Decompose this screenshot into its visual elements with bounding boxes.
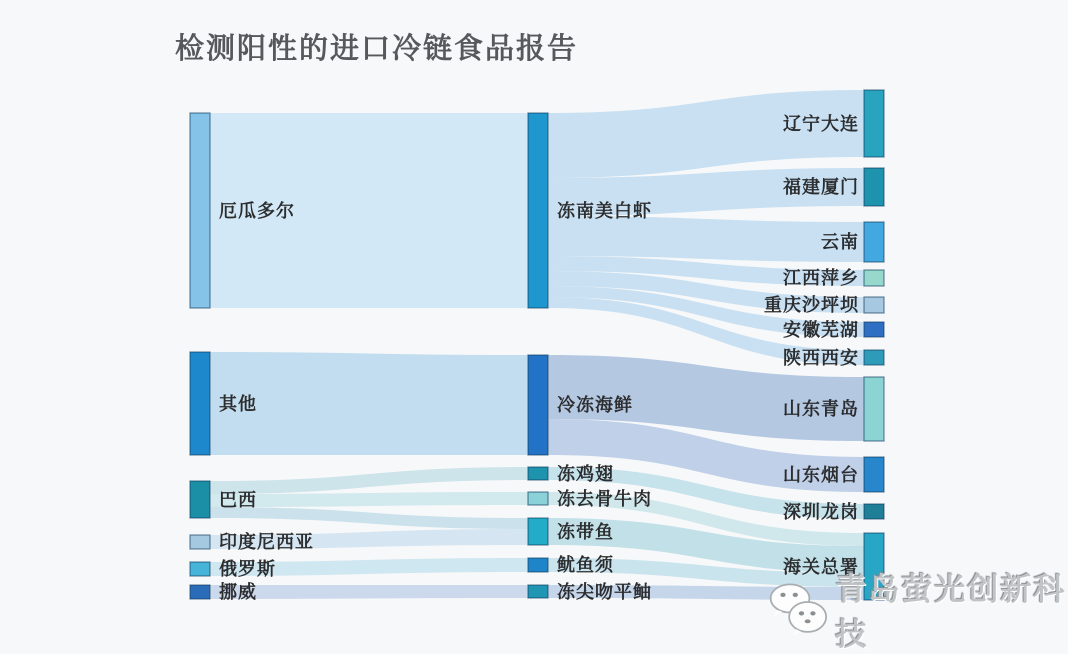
node-shapingba xyxy=(864,297,884,313)
node-label-redfish: 冻尖吻平鲉 xyxy=(557,581,652,602)
node-label-russia: 俄罗斯 xyxy=(219,559,276,579)
node-label-other: 其他 xyxy=(219,393,257,414)
node-label-xian: 陕西西安 xyxy=(783,347,859,368)
node-label-ecuador: 厄瓜多尔 xyxy=(219,200,295,221)
node-longgang xyxy=(864,504,884,519)
node-label-pingxiang: 江西萍乡 xyxy=(783,268,859,288)
node-norway xyxy=(190,585,210,599)
node-label-squid: 鱿鱼须 xyxy=(557,555,614,575)
node-redfish xyxy=(528,585,548,598)
flow-brazil-chicken_wing xyxy=(210,467,528,494)
node-russia xyxy=(190,562,210,576)
node-pingxiang xyxy=(864,270,884,286)
page-title: 检测阳性的进口冷链食品报告 xyxy=(175,33,579,65)
node-label-hairtail: 冻带鱼 xyxy=(557,521,614,542)
node-label-longgang: 深圳龙岗 xyxy=(783,501,859,522)
node-shrimp xyxy=(528,113,548,308)
node-qingdao xyxy=(864,377,884,441)
node-other xyxy=(190,352,210,455)
node-xiamen xyxy=(864,168,884,206)
node-label-dalian: 辽宁大连 xyxy=(783,113,859,134)
node-label-yantai: 山东烟台 xyxy=(783,464,859,485)
node-beef xyxy=(528,492,548,505)
node-label-customs: 海关总署 xyxy=(783,556,859,577)
node-indonesia xyxy=(190,535,210,549)
node-seafood xyxy=(528,355,548,455)
node-label-yunnan: 云南 xyxy=(821,232,859,252)
node-xian xyxy=(864,350,884,365)
flow-brazil-hairtail xyxy=(210,507,528,529)
node-label-beef: 冻去骨牛肉 xyxy=(557,488,652,509)
node-label-indonesia: 印度尼西亚 xyxy=(219,532,314,552)
node-label-xiamen: 福建厦门 xyxy=(783,177,859,197)
node-label-wuhu: 安徽芜湖 xyxy=(783,319,859,340)
watermark-text: 青岛萤光创新科技 xyxy=(835,572,1067,652)
node-squid xyxy=(528,558,548,572)
flow-norway-redfish xyxy=(210,585,528,599)
watermark xyxy=(768,564,1068,654)
flow-other-seafood xyxy=(210,352,528,455)
node-wuhu xyxy=(864,322,884,337)
node-ecuador xyxy=(190,113,210,308)
node-dalian xyxy=(864,90,884,157)
node-yantai xyxy=(864,457,884,492)
node-yunnan xyxy=(864,222,884,262)
wechat-bubbles-icon xyxy=(768,578,831,640)
node-label-chicken_wing: 冻鸡翅 xyxy=(557,463,614,484)
node-label-shrimp: 冻南美白虾 xyxy=(557,200,652,221)
node-hairtail xyxy=(528,518,548,545)
node-label-brazil: 巴西 xyxy=(219,489,257,510)
node-label-qingdao: 山东青岛 xyxy=(783,399,859,419)
node-label-shapingba: 重庆沙坪坝 xyxy=(764,295,859,315)
flow-brazil-beef xyxy=(210,492,528,507)
node-label-seafood: 冷冻海鲜 xyxy=(557,395,633,415)
node-label-norway: 挪威 xyxy=(219,582,257,602)
node-chicken_wing xyxy=(528,467,548,480)
node-brazil xyxy=(190,481,210,518)
